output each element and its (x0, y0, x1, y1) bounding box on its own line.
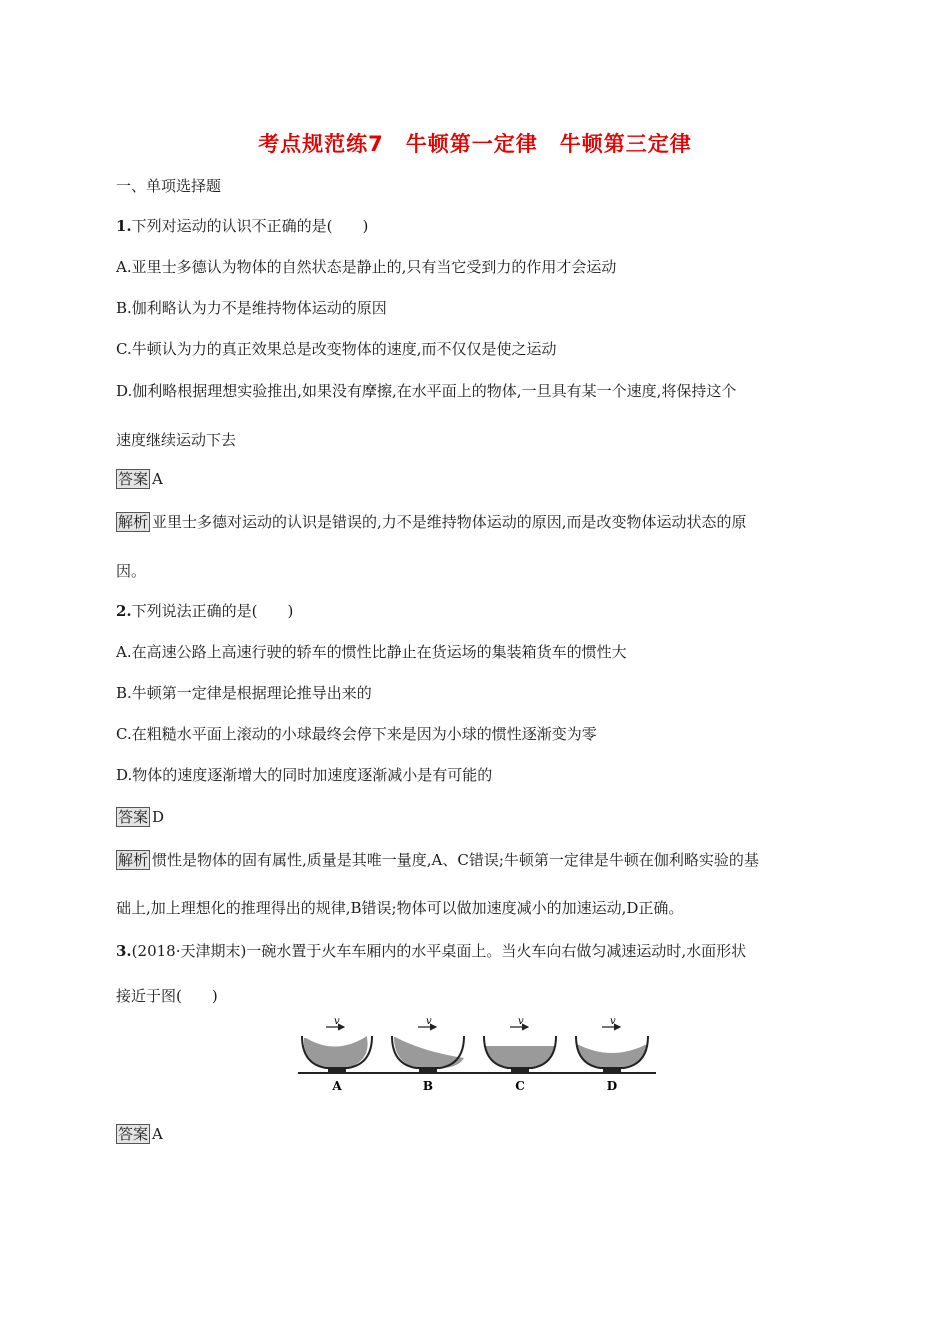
bowl-a (302, 1016, 372, 1073)
q1-option-a: A.亚里士多德认为物体的自然状态是静止的,只有当它受到力的作用才会运动 (116, 258, 617, 276)
question-number: 2. (116, 602, 132, 620)
velocity-symbol-d: v (610, 1016, 616, 1027)
q1-analysis-cont: 因。 (116, 562, 147, 580)
question-1-stem (116, 216, 368, 236)
section-heading: 一、单项选择题 (116, 177, 222, 195)
answer-label: 答案 (118, 808, 149, 826)
analysis-text: 亚里士多德对运动的认识是错误的,力不是维持物体运动的原因,而是改变物体运动状态的原 (152, 513, 747, 531)
answer-label: 答案 (118, 470, 149, 488)
answer-label: 答案 (118, 1125, 149, 1143)
q2-option-c: C.在粗糙水平面上滚动的小球最终会停下来是因为小球的惯性逐渐变为零 (116, 725, 597, 743)
question-2-stem (116, 601, 293, 621)
bowl-c (484, 1016, 556, 1073)
answer-value: D (152, 808, 165, 826)
question-3-stem (116, 941, 746, 961)
velocity-symbol-b: v (426, 1016, 432, 1027)
bowls-diagram (298, 1016, 656, 1096)
velocity-symbol-a: v (334, 1016, 340, 1027)
q2-answer (116, 807, 164, 827)
answer-value: A (152, 470, 163, 488)
q1-option-b: B.伽利略认为力不是维持物体运动的原因 (116, 299, 387, 317)
water-surface-c (485, 1046, 555, 1068)
q2-option-a: A.在高速公路上高速行驶的轿车的惯性比静止在货运场的集装箱货车的惯性大 (116, 643, 627, 661)
analysis-label: 解析 (118, 851, 149, 869)
q1-option-c: C.牛顿认为力的真正效果总是改变物体的速度,而不仅仅是使之运动 (116, 340, 557, 358)
q3-stem-cont: 接近于图( ) (116, 987, 218, 1005)
question-number: 1. (116, 217, 132, 235)
figure-label-a: A (332, 1079, 342, 1093)
q2-option-b: B.牛顿第一定律是根据理论推导出来的 (116, 684, 372, 702)
answer-value: A (152, 1125, 163, 1143)
question-text: 下列对运动的认识不正确的是( ) (131, 217, 369, 235)
bowl-b (392, 1016, 464, 1073)
page-title: 考点规范练7 牛顿第一定律 牛顿第三定律 (258, 132, 692, 156)
figure-label-d: D (606, 1079, 618, 1093)
q1-option-d: D.伽利略根据理想实验推出,如果没有摩擦,在水平面上的物体,一旦具有某一个速度,将保持这个 (116, 382, 737, 400)
figure-label-c: C (515, 1079, 525, 1093)
bowl-d (576, 1016, 648, 1073)
question-text: (2018·天津期末)一碗水置于火车车厢内的水平桌面上。当火车向右做匀减速运动时,水面形状 (131, 942, 747, 960)
q1-analysis (116, 512, 747, 532)
q3-answer (116, 1124, 163, 1144)
q2-analysis-cont: 础上,加上理想化的推理得出的规律,B错误;物体可以做加速度减小的加速运动,D正确。 (116, 899, 684, 917)
q2-analysis (116, 850, 759, 870)
q1-option-d-cont: 速度继续运动下去 (116, 431, 237, 449)
figure-label-b: B (422, 1079, 434, 1093)
analysis-label: 解析 (118, 513, 149, 531)
analysis-text: 惯性是物体的固有属性,质量是其唯一量度,A、C错误;牛顿第一定律是牛顿在伽利略实验的基 (152, 851, 759, 869)
question-number: 3. (116, 942, 132, 960)
question-text: 下列说法正确的是( ) (131, 602, 294, 620)
bowl-figure (298, 1016, 656, 1096)
q1-answer (116, 469, 163, 489)
velocity-symbol-c: v (518, 1016, 524, 1027)
q2-option-d: D.物体的速度逐渐增大的同时加速度逐渐减小是有可能的 (116, 766, 493, 784)
